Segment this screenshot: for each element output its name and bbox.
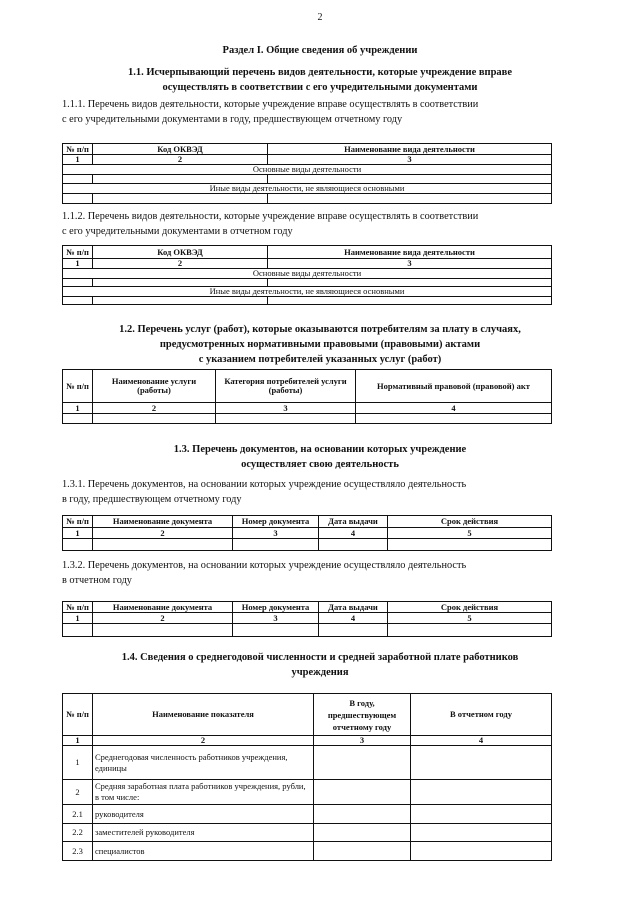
empty-cell <box>63 279 93 287</box>
header-cell: № п/п <box>63 246 93 259</box>
header-cell: № п/п <box>63 370 93 403</box>
empty-cell <box>356 414 552 424</box>
indicator-name: Средняя заработная плата работников учреждения, рубли, в том числе: <box>93 780 314 805</box>
header-cell: Код ОКВЭД <box>93 144 268 155</box>
header-cell: Наименование вида деятельности <box>268 144 552 155</box>
empty-cell <box>93 624 233 637</box>
empty-cell <box>411 746 552 780</box>
header-cell: Дата выдачи <box>319 602 388 613</box>
indicator-name: специалистов <box>93 842 314 861</box>
empty-cell <box>93 414 216 424</box>
heading-line: 1.3. Перечень документов, на основании которых учреждение <box>173 444 467 455</box>
column-number: 3 <box>268 155 552 165</box>
page-number: 2 <box>317 12 323 23</box>
empty-cell <box>63 194 93 204</box>
empty-cell <box>268 297 552 305</box>
column-number: 1 <box>63 403 93 414</box>
table-row <box>63 842 552 861</box>
section-title: Раздел I. Общие сведения об учреждении <box>222 45 418 56</box>
text-line: с его учредительными документами в году, предшествующем отчетному году <box>62 114 403 125</box>
heading-1-4 <box>0 650 640 680</box>
column-number: 4 <box>319 613 388 624</box>
text-line: в отчетном году <box>62 575 132 586</box>
group-row-other: Иные виды деятельности, не являющиеся основными <box>63 287 552 297</box>
empty-cell <box>388 539 552 551</box>
header-cell: № п/п <box>63 602 93 613</box>
header-cell: № п/п <box>63 144 93 155</box>
column-number: 4 <box>356 403 552 414</box>
column-number: 2 <box>93 403 216 414</box>
column-number: 4 <box>411 736 552 746</box>
column-number: 2 <box>93 155 268 165</box>
empty-cell <box>314 746 411 780</box>
text-1-1-2 <box>62 209 478 239</box>
empty-cell <box>268 194 552 204</box>
column-number: 3 <box>233 613 319 624</box>
column-number: 2 <box>93 736 314 746</box>
empty-cell <box>93 279 268 287</box>
header-cell: Номер документа <box>233 602 319 613</box>
documents-table-prev-year <box>62 515 552 551</box>
header-cell: В отчетном году <box>411 694 552 736</box>
empty-cell <box>63 297 93 305</box>
empty-cell <box>93 297 268 305</box>
column-number: 3 <box>314 736 411 746</box>
column-number: 3 <box>268 259 552 269</box>
group-row-other: Иные виды деятельности, не являющиеся основными <box>63 184 552 194</box>
heading-1-1 <box>0 65 640 95</box>
table-row <box>63 805 552 824</box>
column-number: 1 <box>63 613 93 624</box>
empty-cell <box>268 175 552 184</box>
activity-table-report-year <box>62 245 552 305</box>
header-cell: Наименование вида деятельности <box>268 246 552 259</box>
column-number: 1 <box>63 736 93 746</box>
column-number: 4 <box>319 528 388 539</box>
empty-cell <box>314 805 411 824</box>
row-number: 2.1 <box>63 805 93 824</box>
empty-cell <box>388 624 552 637</box>
paid-services-table <box>62 369 552 424</box>
column-number: 5 <box>388 528 552 539</box>
heading-1-2 <box>0 322 640 367</box>
header-cell: Наименование услуги (работы) <box>93 370 216 403</box>
row-number: 1 <box>63 746 93 780</box>
text-line: 1.3.1. Перечень документов, на основании которых учреждение осуществляло деятельность <box>62 479 467 490</box>
empty-cell <box>314 824 411 842</box>
empty-cell <box>319 624 388 637</box>
row-number: 2.2 <box>63 824 93 842</box>
indicator-name: Среднегодовая численность работников учреждения, единицы <box>93 746 314 780</box>
table-row <box>63 824 552 842</box>
documents-table-report-year <box>62 601 552 637</box>
text-line: в году, предшествующем отчетному году <box>62 494 242 505</box>
empty-cell <box>93 194 268 204</box>
empty-cell <box>268 279 552 287</box>
empty-cell <box>411 805 552 824</box>
indicator-name: заместителей руководителя <box>93 824 314 842</box>
column-number: 2 <box>93 613 233 624</box>
empty-cell <box>319 539 388 551</box>
header-cell: Наименование показателя <box>93 694 314 736</box>
empty-cell <box>314 842 411 861</box>
empty-cell <box>411 780 552 805</box>
heading-line: осуществляет свою деятельность <box>241 459 399 470</box>
empty-cell <box>63 175 93 184</box>
text-line: с его учредительными документами в отчетном году <box>62 226 293 237</box>
column-number: 3 <box>216 403 356 414</box>
empty-cell <box>314 780 411 805</box>
column-number: 1 <box>63 259 93 269</box>
header-cell: Дата выдачи <box>319 516 388 528</box>
heading-1-3 <box>0 442 640 472</box>
column-number: 1 <box>63 528 93 539</box>
heading-line: 1.1. Исчерпывающий перечень видов деятельности, которые учреждение вправе <box>128 67 512 78</box>
text-1-1-1 <box>62 97 478 127</box>
table-row <box>63 746 552 780</box>
heading-line: с указанием потребителей указанных услуг (работ) <box>198 354 442 365</box>
header-cell: Код ОКВЭД <box>93 246 268 259</box>
header-cell: Нормативный правовой (правовой) акт <box>356 370 552 403</box>
column-number: 1 <box>63 155 93 165</box>
column-number: 2 <box>93 528 233 539</box>
empty-cell <box>63 624 93 637</box>
header-cell: Наименование документа <box>93 516 233 528</box>
header-cell: Срок действия <box>388 602 552 613</box>
text-1-3-2 <box>62 558 466 588</box>
group-row-main: Основные виды деятельности <box>63 269 552 279</box>
empty-cell <box>233 539 319 551</box>
header-cell: Категория потребителей услуги (работы) <box>216 370 356 403</box>
header-cell: Наименование документа <box>93 602 233 613</box>
heading-line: учреждения <box>291 667 349 678</box>
empty-cell <box>411 824 552 842</box>
row-number: 2.3 <box>63 842 93 861</box>
header-cell: № п/п <box>63 694 93 736</box>
text-line: 1.1.2. Перечень видов деятельности, которые учреждение вправе осуществлять в соответствии <box>62 211 479 222</box>
row-number: 2 <box>63 780 93 805</box>
header-cell: Номер документа <box>233 516 319 528</box>
empty-cell <box>93 539 233 551</box>
group-row-main: Основные виды деятельности <box>63 165 552 175</box>
text-1-3-1 <box>62 477 466 507</box>
header-cell: № п/п <box>63 516 93 528</box>
text-line: 1.1.1. Перечень видов деятельности, которые учреждение вправе осуществлять в соответствии <box>62 99 479 110</box>
staff-salary-table <box>62 693 552 861</box>
activity-table-prev-year <box>62 143 552 204</box>
heading-line: 1.4. Сведения о среднегодовой численности и средней заработной плате работников <box>121 652 519 663</box>
empty-cell <box>233 624 319 637</box>
text-line: 1.3.2. Перечень документов, на основании которых учреждение осуществляло деятельность <box>62 560 467 571</box>
indicator-name: руководителя <box>93 805 314 824</box>
heading-line: 1.2. Перечень услуг (работ), которые оказываются потребителям за плату в случаях, <box>119 324 521 335</box>
heading-line: предусмотренных нормативными правовыми (правовыми) актами <box>159 339 481 350</box>
column-number: 3 <box>233 528 319 539</box>
empty-cell <box>93 175 268 184</box>
empty-cell <box>216 414 356 424</box>
heading-line: осуществлять в соответствии с его учредительными документами <box>162 82 478 93</box>
empty-cell <box>63 414 93 424</box>
column-number: 2 <box>93 259 268 269</box>
empty-cell <box>63 539 93 551</box>
header-cell: Срок действия <box>388 516 552 528</box>
column-number: 5 <box>388 613 552 624</box>
empty-cell <box>411 842 552 861</box>
header-cell: В году, предшествующем отчетному году <box>314 694 411 736</box>
table-row <box>63 780 552 805</box>
